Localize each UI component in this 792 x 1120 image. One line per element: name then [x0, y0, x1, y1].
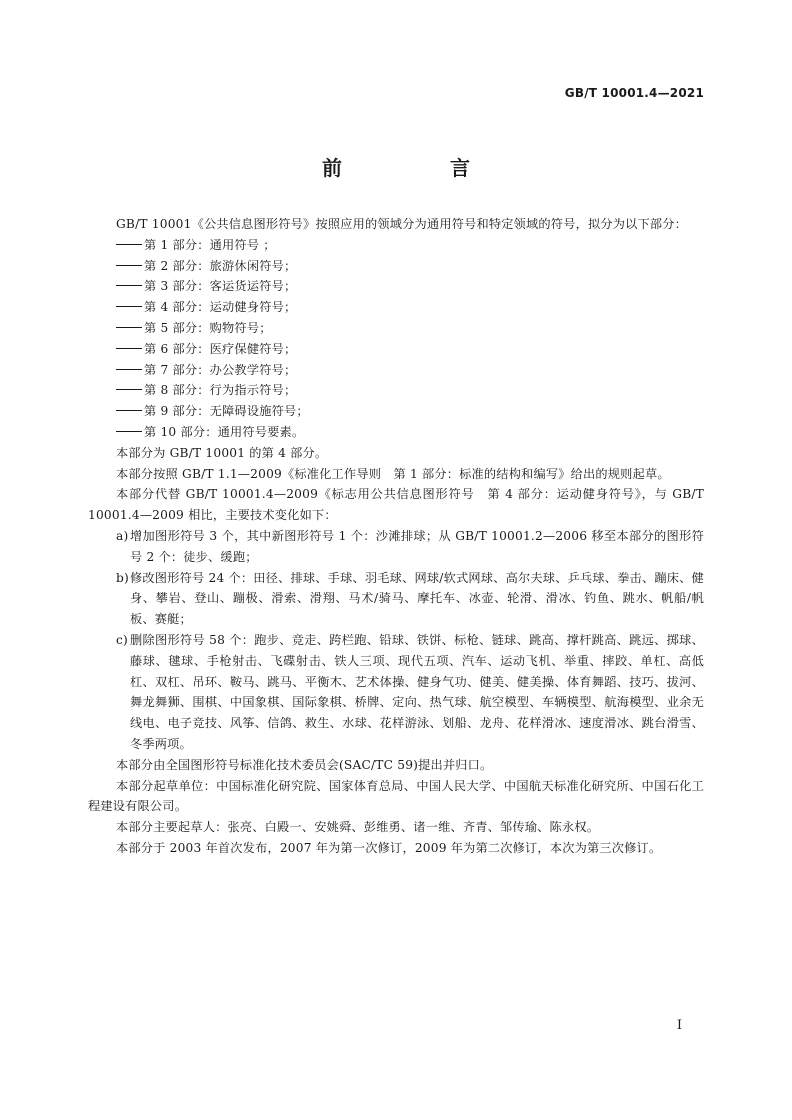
list-item: 第 6 部分：医疗保健符号；: [88, 339, 704, 360]
list-item: 第 4 部分：运动健身符号；: [88, 297, 704, 318]
foreword-body: [88, 214, 704, 859]
change-item-label: c): [116, 632, 128, 647]
part-of-paragraph: 本部分为 GB/T 10001 的第 4 部分。: [116, 445, 328, 460]
change-item-text: 修改图形符号 24 个：田径、排球、手球、羽毛球、网球/软式网球、高尔夫球、乒乓球、拳击、蹦床、健身、攀岩、登山、蹦极、滑索、滑翔、马术/骑马、摩托车、冰壶、轮滑、滑冰、钓鱼、跳水、帆船/帆板、赛艇；: [130, 570, 704, 627]
em-dash-icon: [116, 348, 142, 349]
page-number: I: [676, 1018, 682, 1033]
proposed-by-paragraph: 本部分由全国图形符号标准化技术委员会(SAC/TC 59)提出并归口。: [116, 757, 493, 772]
list-item: 第 1 部分：通用符号 ；: [88, 235, 704, 256]
standard-number: GB/T 10001.4—2021: [564, 86, 704, 100]
change-item-text: 删除图形符号 58 个：跑步、竞走、跨栏跑、铅球、铁饼、标枪、链球、跳高、撑杆跳高、跳远、掷球、藤球、毽球、手枪射击、飞碟射击、铁人三项、现代五项、汽车、运动飞机、举重、摔跤、单杠、高低杠、双杠、吊环、鞍马、跳马、平衡木、艺术体操、健身气功、健美、健美操、体育舞蹈、技巧、拔河、舞龙舞狮、围棋、中国象棋、国际象棋、桥牌、定向、热气球、航空模型、车辆模型、航海模型、业余无线电、电子竞技、风筝、信鸽、救生、水球、花样游泳、划船、龙舟、花样滑冰、速度滑冰、跳台滑雪、冬季两项。: [130, 632, 704, 751]
drafters-paragraph: 本部分主要起草人：张亮、白殿一、安姚舜、彭维勇、诸一维、齐青、邹传瑜、陈永权。: [116, 820, 600, 835]
change-item-text: 增加图形符号 3 个，其中新图形符号 1 个：沙滩排球；从 GB/T 10001.2—2006 移至本部分的图形符号 2 个：徒步、缓跑；: [130, 528, 704, 564]
drafting-units-paragraph: 本部分起草单位：中国标准化研究院、国家体育总局、中国人民大学、中国航天标准化研究所、中国石化工程建设有限公司。: [88, 778, 704, 814]
em-dash-icon: [116, 327, 142, 328]
list-item: 第 3 部分：客运货运符号；: [88, 276, 704, 297]
list-item: 第 5 部分：购物符号；: [88, 318, 704, 339]
em-dash-icon: [116, 244, 142, 245]
em-dash-icon: [116, 285, 142, 286]
list-item: 第 2 部分：旅游休闲符号；: [88, 256, 704, 277]
change-item: [88, 630, 704, 755]
em-dash-icon: [116, 389, 142, 390]
intro-paragraph: GB/T 10001《公共信息图形符号》按照应用的领域分为通用符号和特定领域的符号，拟分为以下部分：: [116, 217, 688, 231]
list-item: 第 7 部分：办公教学符号；: [88, 360, 704, 381]
list-item: 第 10 部分：通用符号要素。: [88, 422, 704, 443]
replaces-paragraph: 本部分代替 GB/T 10001.4—2009《标志用公共信息图形符号 第 4 部分：运动健身符号》，与 GB/T 10001.4—2009 相比，主要技术变化如下：: [88, 487, 704, 523]
em-dash-icon: [116, 410, 142, 411]
change-item: [88, 568, 704, 630]
em-dash-icon: [116, 369, 142, 370]
change-item-label: b): [116, 570, 129, 585]
history-paragraph: 本部分于 2003 年首次发布，2007 年为第一次修订，2009 年为第二次修订，本次为第三次修订。: [116, 840, 662, 855]
em-dash-icon: [116, 306, 142, 307]
change-item-label: a): [116, 528, 129, 543]
change-item: [88, 526, 704, 568]
list-item: 第 8 部分：行为指示符号；: [88, 380, 704, 401]
em-dash-icon: [116, 265, 142, 266]
drafting-rules-paragraph: 本部分按照 GB/T 1.1—2009《标准化工作导则 第 1 部分：标准的结构和编写》给出的规则起草。: [116, 466, 670, 481]
list-item: 第 9 部分：无障碍设施符号；: [88, 401, 704, 422]
em-dash-icon: [116, 431, 142, 432]
page-title: 前 言: [322, 156, 514, 180]
